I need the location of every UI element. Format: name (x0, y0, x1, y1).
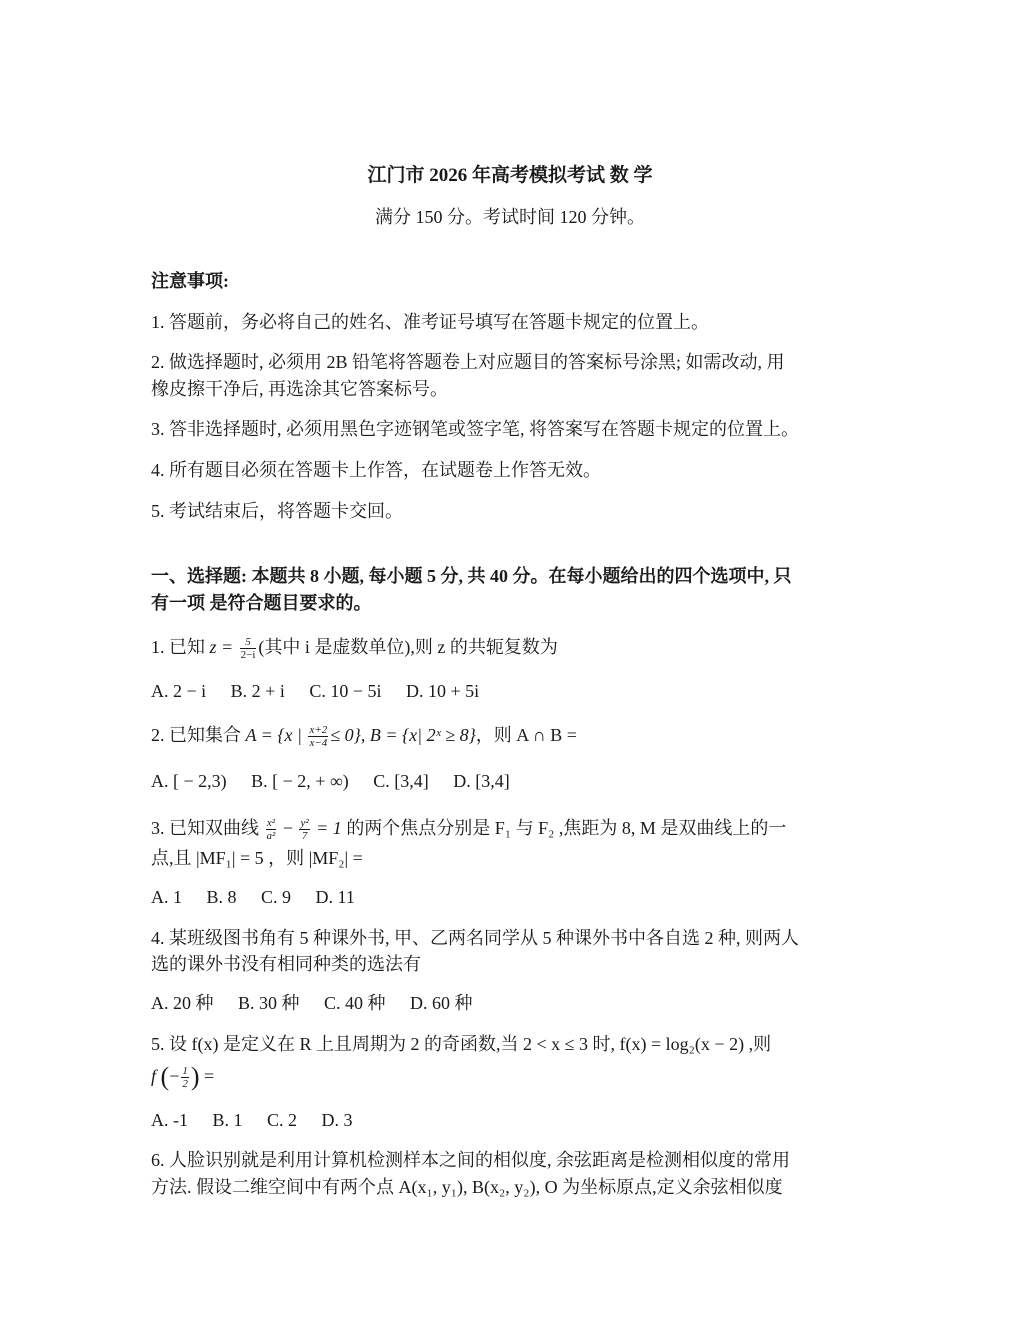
q1-fraction: $\frac{5}{2-i}$ (240, 636, 256, 662)
q4-option-c: C. 40 种 (324, 993, 386, 1013)
q2-options (151, 768, 530, 794)
question-4-cont: 选的课外书没有相同种类的选法有 (151, 954, 421, 974)
notice-item-5: 5. 考试结束后，将答题卡交回。 (151, 501, 403, 521)
q1-option-a: A. 2 − i (151, 681, 207, 701)
q3-option-d: D. 11 (315, 887, 355, 907)
q5-options (151, 1107, 373, 1133)
q2-set-a: A = {x | (245, 725, 307, 745)
q2-set-b: , B = {x| 2ˣ ≥ 8} (360, 725, 476, 745)
notice-item-2: 2. 做选择题时, 必须用 2B 铅笔将答题卷上对应题目的答案标号涂黑; 如需改动, 用 (151, 352, 785, 372)
question-2: 2. 已知集合 A = {x | $\frac{x+2}{x-4}$ ≤ 0}, B = {x| 2ˣ ≥ 8}，则 A ∩ B = (151, 724, 577, 750)
question-6: 6. 人脸识别就是利用计算机检测样本之间的相似度, 余弦距离是检测相似度的常用 (151, 1150, 790, 1170)
q3-fraction-x: $\frac{\text{x²}}{\text{a²}}$ (266, 817, 276, 843)
q1-suffix: (其中 i 是虚数单位),则 z 的共轭复数为 (258, 637, 558, 657)
q1-lhs: z = (209, 637, 238, 657)
q1-option-c: C. 10 − 5i (309, 681, 382, 701)
notice-item-1: 1. 答题前，务必将自己的姓名、准考证号填写在答题卡规定的位置上。 (151, 312, 709, 332)
q5-option-d: D. 3 (321, 1110, 353, 1130)
exam-title: 江门市 2026 年高考模拟考试 数 学 (367, 165, 653, 186)
question-6-cont: 方法. 假设二维空间中有两个点 A(x₁, y₁), B(x₂, y₂), O 为坐标原点,定义余弦相似度 (151, 1177, 783, 1197)
exam-subtitle: 满分 150 分。考试时间 120 分钟。 (375, 207, 645, 227)
question-3: 3. 已知双曲线 $\frac{\text{x²}}{\text{a²}}$ − $\frac{\text{y²}}{7}$ = 1 的两个焦点分别是 F₁ 与 F₂ ,焦距为 8, M 是双曲线上的一 (151, 817, 787, 843)
q5-fraction: $\frac{1}{2}$ (182, 1065, 188, 1091)
section1-heading-cont: 有一项 是符合题目要求的。 (151, 593, 372, 613)
q4-options (151, 990, 493, 1016)
q5-option-a: A. -1 (151, 1110, 188, 1130)
q3-option-c: C. 9 (261, 887, 292, 907)
q2-option-c: C. [3,4] (373, 771, 429, 791)
q3-option-b: B. 8 (206, 887, 237, 907)
notice-item-2-cont: 橡皮擦干净后, 再选涂其它答案标号。 (151, 379, 448, 399)
q2-option-d: D. [3,4] (453, 771, 510, 791)
q2-option-a: A. [ − 2,3) (151, 771, 227, 791)
question-1 (151, 634, 558, 661)
question-5-cont: f (− $\frac{1}{2}$ ) = (151, 1062, 215, 1091)
q1-options (151, 678, 499, 704)
question-5: 5. 设 f(x) 是定义在 R 上且周期为 2 的奇函数,当 2 < x ≤ 3 时, f(x) = log₂(x − 2) ,则 (151, 1034, 772, 1054)
notice-item-4: 4. 所有题目必须在答题卡上作答，在试题卷上作答无效。 (151, 460, 601, 480)
q2-option-b: B. [ − 2, + ∞) (251, 771, 349, 791)
notice-heading: 注意事项: (151, 271, 229, 291)
q1-prefix: 1. 已知 (151, 637, 210, 657)
q3-option-a: A. 1 (151, 887, 182, 907)
section1-heading: 一、选择题: 本题共 8 小题, 每小题 5 分, 共 40 分。在每小题给出的四个选项中, 只 (151, 566, 792, 586)
q4-option-b: B. 30 种 (238, 993, 300, 1013)
q5-option-b: B. 1 (212, 1110, 243, 1130)
question-4: 4. 某班级图书角有 5 种课外书, 甲、乙两名同学从 5 种课外书中各自选 2 种, 则两人 (151, 928, 799, 948)
q3-fraction-y: $\frac{\text{y²}}{7}$ (300, 817, 309, 843)
q4-option-d: D. 60 种 (410, 993, 473, 1013)
question-3-cont: 点,且 |MF₁| = 5 ，则 |MF₂| = (151, 848, 363, 868)
q1-option-b: B. 2 + i (230, 681, 285, 701)
q3-options (151, 884, 375, 910)
notice-item-3: 3. 答非选择题时, 必须用黑色字迹钢笔或签字笔, 将答案写在答题卡规定的位置上。 (151, 419, 799, 439)
q1-option-d: D. 10 + 5i (406, 681, 480, 701)
q4-option-a: A. 20 种 (151, 993, 214, 1013)
q5-option-c: C. 2 (267, 1110, 298, 1130)
q2-fraction: $\frac{x+2}{x-4}$ (309, 724, 328, 750)
